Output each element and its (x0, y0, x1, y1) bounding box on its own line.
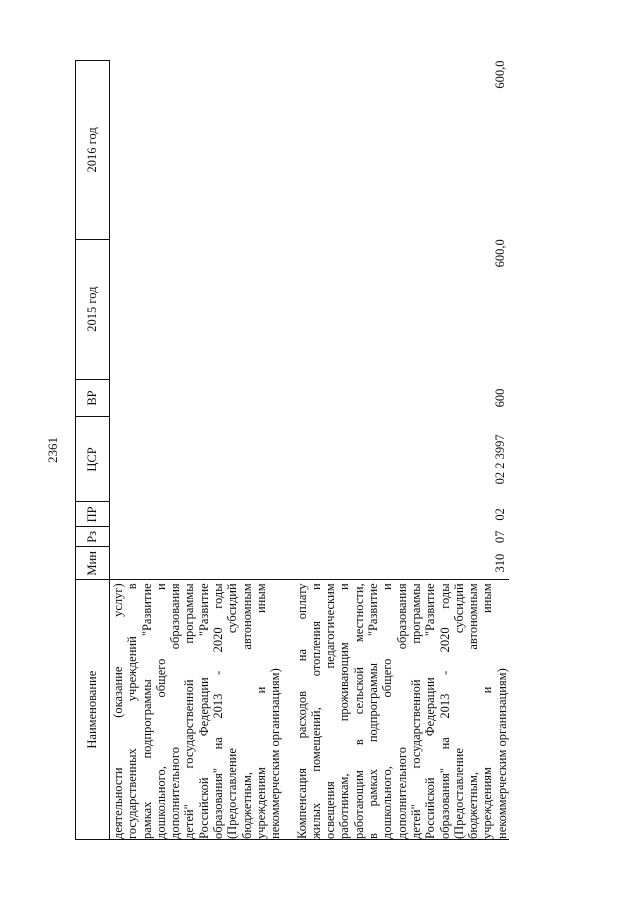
rotated-page (45, 60, 565, 840)
header-name: Наименование (76, 580, 110, 840)
table-header-row (76, 61, 110, 840)
row-2-rz: 07 (492, 530, 507, 544)
name-line: Российской Федерации "Развитие (196, 583, 211, 839)
table-row (295, 61, 509, 840)
row-1-csr (110, 417, 283, 502)
row-1-pr (110, 502, 283, 527)
row-2-2015: 600,0 (492, 239, 507, 268)
row-1-2015 (110, 239, 283, 379)
name-line: бюджетным, автономным (466, 583, 481, 839)
name-line: деятельности (оказание услуг) (111, 583, 125, 839)
name-line: в рамках подпрограммы "Развитие (366, 583, 381, 839)
name-line: (Предоставление субсидий (451, 583, 466, 839)
budget-table (75, 60, 509, 840)
name-line: (Предоставление субсидий (225, 583, 240, 839)
name-line: дошкольного, общего и (380, 583, 395, 839)
header-vr: ВР (76, 379, 110, 417)
name-line: образования" на 2013 - 2020 годы (437, 583, 452, 839)
name-line: дополнительного образования (168, 583, 183, 839)
row-1-vr (110, 379, 283, 417)
name-line: государственных учреждений в (125, 583, 140, 839)
header-min: Мин (76, 547, 110, 580)
row-2-csr: 02 2 3997 (492, 434, 507, 485)
header-2015: 2015 год (76, 239, 110, 379)
name-line: дополнительного образования (394, 583, 409, 839)
row-2-min: 310 (492, 553, 507, 573)
table-row (110, 61, 283, 840)
name-line: детей" государственной программы (182, 583, 197, 839)
page-number: 2361 (45, 437, 60, 463)
header-rz: Рз (76, 527, 110, 547)
name-line: работникам, проживающим и (337, 583, 352, 839)
name-line: рамках подпрограммы "Развитие (139, 583, 154, 839)
header-2016: 2016 год (76, 61, 110, 240)
row-1-2016 (110, 61, 283, 240)
name-line: некоммерческим организациям) (268, 668, 283, 839)
name-line: бюджетным, автономным (239, 583, 254, 839)
header-csr: ЦСР (76, 417, 110, 502)
row-2-name (295, 580, 509, 840)
row-1-min (110, 547, 283, 580)
name-line: Компенсация расходов на оплату (294, 583, 309, 839)
name-line: детей" государственной программы (408, 583, 423, 839)
header-pr: ПР (76, 502, 110, 527)
name-line: дошкольного, общего и (153, 583, 168, 839)
row-2-vr: 600 (492, 388, 507, 408)
row-2-2016: 600,0 (492, 60, 507, 89)
name-line: некоммерческим организациям) (494, 668, 509, 839)
row-1-rz (110, 527, 283, 547)
name-line: освещения педагогическим (323, 583, 338, 839)
row-2-pr: 02 (492, 508, 507, 521)
name-line: жилых помещений, отопления и (308, 583, 323, 839)
row-1-name (110, 580, 283, 840)
name-line: образования" на 2013 - 2020 годы (211, 583, 226, 839)
name-line: работающим в сельской местности, (351, 583, 366, 839)
name-line: учреждениям и иным (253, 583, 268, 839)
row-spacer (283, 61, 295, 840)
name-line: учреждениям и иным (480, 583, 495, 839)
name-line: Российской Федерации "Развитие (423, 583, 438, 839)
